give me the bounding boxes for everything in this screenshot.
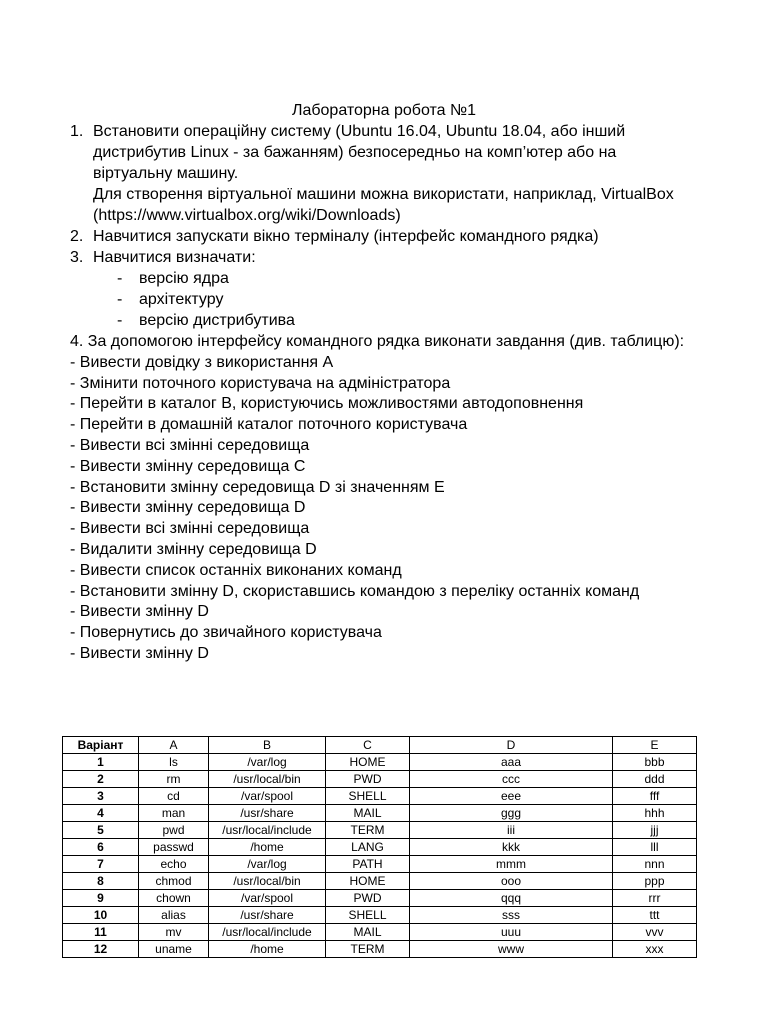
cell-c: TERM: [326, 822, 410, 839]
cell-variant: 4: [63, 805, 139, 822]
cell-e: nnn: [613, 856, 697, 873]
subitem-distro-version: версію дистрибутива: [139, 312, 295, 329]
cell-e: bbb: [613, 754, 697, 771]
cell-a: echo: [139, 856, 209, 873]
cell-d: ggg: [410, 805, 613, 822]
cell-b: /home: [209, 941, 326, 958]
cell-d: qqq: [410, 890, 613, 907]
cell-variant: 9: [63, 890, 139, 907]
cell-a: chmod: [139, 873, 209, 890]
table-row: [63, 873, 697, 890]
step-item: - Змінити поточного користувача на адміністратора: [70, 375, 451, 392]
cell-b: /usr/local/bin: [209, 873, 326, 890]
cell-e: xxx: [613, 941, 697, 958]
table-row: [63, 805, 697, 822]
step-item: - Встановити змінну D, скориставшись командою з переліку останніх команд: [70, 583, 640, 600]
step-item: - Вивести змінну D: [70, 603, 209, 620]
cell-a: man: [139, 805, 209, 822]
cell-b: /var/log: [209, 754, 326, 771]
cell-variant: 3: [63, 788, 139, 805]
cell-e: fff: [613, 788, 697, 805]
cell-variant: 11: [63, 924, 139, 941]
subitem-bullet: -: [117, 291, 123, 308]
cell-variant: 2: [63, 771, 139, 788]
cell-variant: 6: [63, 839, 139, 856]
cell-c: LANG: [326, 839, 410, 856]
cell-variant: 1: [63, 754, 139, 771]
cell-c: SHELL: [326, 788, 410, 805]
cell-variant: 10: [63, 907, 139, 924]
cell-e: ttt: [613, 907, 697, 924]
table-row: [63, 890, 697, 907]
table-row: [63, 907, 697, 924]
cell-e: hhh: [613, 805, 697, 822]
task-1-line-2: дистрибутив Linux - за бажанням) безпосередньо на комп’ютер або на: [93, 144, 617, 161]
step-item: - Вивести всі змінні середовища: [70, 437, 310, 454]
header-c: C: [326, 737, 410, 754]
step-item: - Вивести змінну D: [70, 645, 209, 662]
header-variant: Варіант: [63, 737, 139, 754]
header-d: D: [410, 737, 613, 754]
cell-d: kkk: [410, 839, 613, 856]
cell-b: /usr/local/include: [209, 924, 326, 941]
cell-d: ccc: [410, 771, 613, 788]
step-item: - Перейти в домашній каталог поточного користувача: [70, 416, 468, 433]
table-row: [63, 839, 697, 856]
cell-b: /usr/share: [209, 805, 326, 822]
cell-d: aaa: [410, 754, 613, 771]
cell-variant: 12: [63, 941, 139, 958]
cell-b: /var/log: [209, 856, 326, 873]
table-row: [63, 822, 697, 839]
cell-c: SHELL: [326, 907, 410, 924]
cell-d: www: [410, 941, 613, 958]
header-b: B: [209, 737, 326, 754]
table-row: [63, 771, 697, 788]
subitem-bullet: -: [117, 312, 123, 329]
cell-c: TERM: [326, 941, 410, 958]
cell-c: PATH: [326, 856, 410, 873]
task-1-line-1: Встановити операційну систему (Ubuntu 16.04, Ubuntu 18.04, або інший: [93, 123, 626, 140]
subitem-architecture: архітектуру: [139, 291, 224, 308]
cell-d: sss: [410, 907, 613, 924]
page-title: Лабораторна робота №1: [291, 102, 477, 119]
cell-b: /var/spool: [209, 788, 326, 805]
step-item: - Повернутись до звичайного користувача: [70, 624, 382, 641]
step-item: - Встановити змінну середовища D зі значенням E: [70, 479, 445, 496]
cell-a: ls: [139, 754, 209, 771]
cell-a: rm: [139, 771, 209, 788]
cell-a: pwd: [139, 822, 209, 839]
cell-e: rrr: [613, 890, 697, 907]
cell-c: PWD: [326, 771, 410, 788]
step-item: - Вивести довідку з використання A: [70, 354, 334, 371]
task-1-line-4: Для створення віртуальної машини можна використати, наприклад, VirtualBox: [93, 186, 674, 203]
cell-c: MAIL: [326, 805, 410, 822]
task-1-line-5: (https://www.virtualbox.org/wiki/Downloads): [93, 207, 401, 224]
cell-e: ddd: [613, 771, 697, 788]
cell-c: HOME: [326, 873, 410, 890]
task-1-line-3: віртуальну машину.: [93, 165, 239, 182]
cell-a: chown: [139, 890, 209, 907]
table-row: [63, 754, 697, 771]
cell-a: cd: [139, 788, 209, 805]
cell-b: /var/spool: [209, 890, 326, 907]
header-a: A: [139, 737, 209, 754]
subitem-kernel-version: версію ядра: [139, 270, 229, 287]
step-item: - Видалити змінну середовища D: [70, 541, 317, 558]
table-row: [63, 941, 697, 958]
cell-e: lll: [613, 839, 697, 856]
cell-b: /usr/local/bin: [209, 771, 326, 788]
step-item: - Перейти в каталог B, користуючись можливостями автодоповнення: [70, 395, 584, 412]
cell-a: uname: [139, 941, 209, 958]
cell-e: vvv: [613, 924, 697, 941]
table-row: [63, 924, 697, 941]
cell-variant: 5: [63, 822, 139, 839]
step-item: - Вивести змінну середовища C: [70, 458, 306, 475]
cell-variant: 7: [63, 856, 139, 873]
task-3-text: Навчитися визначати:: [93, 249, 256, 266]
task-3-number: 3.: [70, 249, 84, 266]
cell-c: HOME: [326, 754, 410, 771]
cell-d: ooo: [410, 873, 613, 890]
step-item: - Вивести список останніх виконаних команд: [70, 562, 402, 579]
variants-table: [62, 736, 697, 958]
task-4-text: 4. За допомогою інтерфейсу командного рядка виконати завдання (див. таблицю):: [70, 333, 685, 350]
cell-a: mv: [139, 924, 209, 941]
task-2-text: Навчитися запускати вікно терміналу (інтерфейс командного рядка): [93, 228, 599, 245]
cell-a: alias: [139, 907, 209, 924]
table-header-row: [63, 737, 697, 754]
cell-c: MAIL: [326, 924, 410, 941]
task-2-number: 2.: [70, 228, 84, 245]
cell-c: PWD: [326, 890, 410, 907]
cell-variant: 8: [63, 873, 139, 890]
cell-d: mmm: [410, 856, 613, 873]
header-e: E: [613, 737, 697, 754]
task-1-number: 1.: [70, 123, 84, 140]
cell-a: passwd: [139, 839, 209, 856]
table-row: [63, 788, 697, 805]
cell-d: uuu: [410, 924, 613, 941]
cell-d: eee: [410, 788, 613, 805]
step-item: - Вивести всі змінні середовища: [70, 520, 310, 537]
cell-b: /usr/share: [209, 907, 326, 924]
cell-e: jjj: [613, 822, 697, 839]
step-item: - Вивести змінну середовища D: [70, 499, 306, 516]
cell-e: ppp: [613, 873, 697, 890]
table-row: [63, 856, 697, 873]
cell-d: iii: [410, 822, 613, 839]
cell-b: /usr/local/include: [209, 822, 326, 839]
subitem-bullet: -: [117, 270, 123, 287]
cell-b: /home: [209, 839, 326, 856]
